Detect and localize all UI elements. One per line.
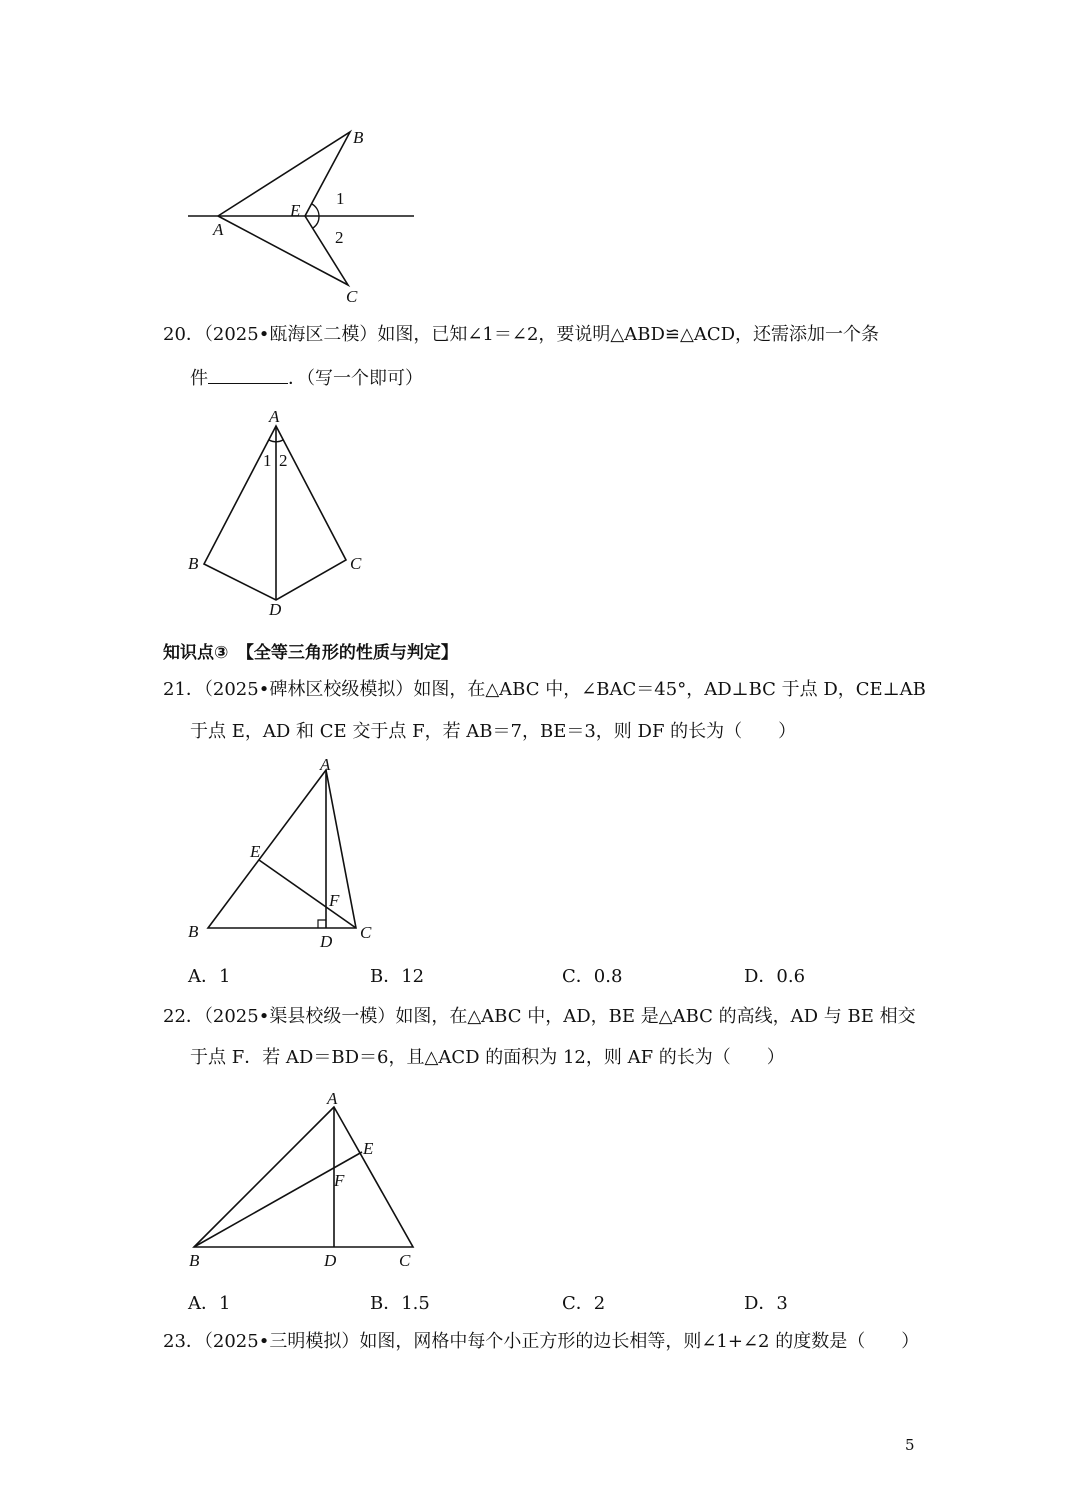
q21-line2: 于点 E，AD 和 CE 交于点 F，若 AB＝7，BE＝3，则 DF 的长为（ ）: [190, 721, 797, 742]
kite-ABDC: [204, 426, 346, 600]
figure-q19: [180, 120, 420, 310]
q20-line2-post: ．（写一个即可）: [288, 368, 423, 389]
label-E: E: [363, 1139, 374, 1158]
figure-q21: [180, 752, 390, 952]
triangle-ABC: [194, 1107, 413, 1247]
arc-angle-2: [313, 216, 319, 228]
q22-option-c[interactable]: C．2: [562, 1293, 606, 1314]
q22-option-a[interactable]: A．1: [188, 1293, 231, 1314]
q20-line1: 20．（2025•瓯海区二模）如图，已知∠1＝∠2，要说明△ABD≌△ACD，还需添加一个条: [163, 324, 880, 345]
label-B: B: [188, 554, 199, 573]
label-E: E: [250, 842, 261, 861]
label-B: B: [353, 128, 364, 147]
label-C: C: [399, 1251, 411, 1270]
q20-line2: [190, 367, 423, 390]
label-angle-1: 1: [336, 189, 345, 208]
label-C: C: [360, 923, 372, 942]
label-D: D: [324, 1251, 337, 1270]
page-number: 5: [905, 1436, 915, 1454]
label-angle-2: 2: [335, 228, 344, 247]
label-A: A: [320, 755, 331, 774]
q22-line2: 于点 F．若 AD＝BD＝6，且△ACD 的面积为 12，则 AF 的长为（ ）: [190, 1047, 785, 1068]
section-heading: 知识点③ 【全等三角形的性质与判定】: [163, 643, 458, 663]
q21-option-c[interactable]: C．0.8: [562, 966, 623, 987]
label-A: A: [213, 220, 224, 239]
label-angle-1: 1: [263, 451, 272, 470]
q21-option-a[interactable]: A．1: [188, 966, 231, 987]
q20-line2-pre: 件: [190, 368, 208, 389]
altitude-CE: [259, 860, 356, 928]
q21-option-b[interactable]: B．12: [370, 966, 425, 987]
figure-q22: [180, 1085, 430, 1275]
label-A: A: [327, 1089, 338, 1108]
label-A: A: [269, 407, 280, 426]
label-angle-2: 2: [279, 451, 288, 470]
arc-angle-1: [312, 204, 319, 216]
label-C: C: [350, 554, 362, 573]
answer-blank[interactable]: [208, 367, 288, 384]
label-D: D: [320, 932, 333, 951]
label-D: D: [269, 600, 282, 619]
quadrilateral-ABEC: [218, 132, 350, 285]
figure-q20: [180, 400, 380, 622]
q21-line1: 21．（2025•碑林区校级模拟）如图，在△ABC 中，∠BAC＝45°，AD⊥BC 于点 D，CE⊥AB: [163, 679, 926, 700]
altitude-BE: [194, 1152, 362, 1247]
label-B: B: [189, 1251, 200, 1270]
q22-option-d[interactable]: D．3: [744, 1293, 788, 1314]
label-F: F: [329, 891, 340, 910]
q21-option-d[interactable]: D．0.6: [744, 966, 806, 987]
label-C: C: [346, 287, 358, 306]
label-E: E: [290, 201, 301, 220]
q23-line1: 23．（2025•三明模拟）如图，网格中每个小正方形的边长相等，则∠1+∠2 的度数是（ ）: [163, 1331, 920, 1352]
q22-option-b[interactable]: B．1.5: [370, 1293, 430, 1314]
right-angle-mark: [318, 920, 326, 928]
q22-line1: 22．（2025•渠县校级一模）如图，在△ABC 中，AD，BE 是△ABC 的高线，AD 与 BE 相交: [163, 1006, 916, 1027]
label-B: B: [188, 922, 199, 941]
label-F: F: [334, 1171, 345, 1190]
